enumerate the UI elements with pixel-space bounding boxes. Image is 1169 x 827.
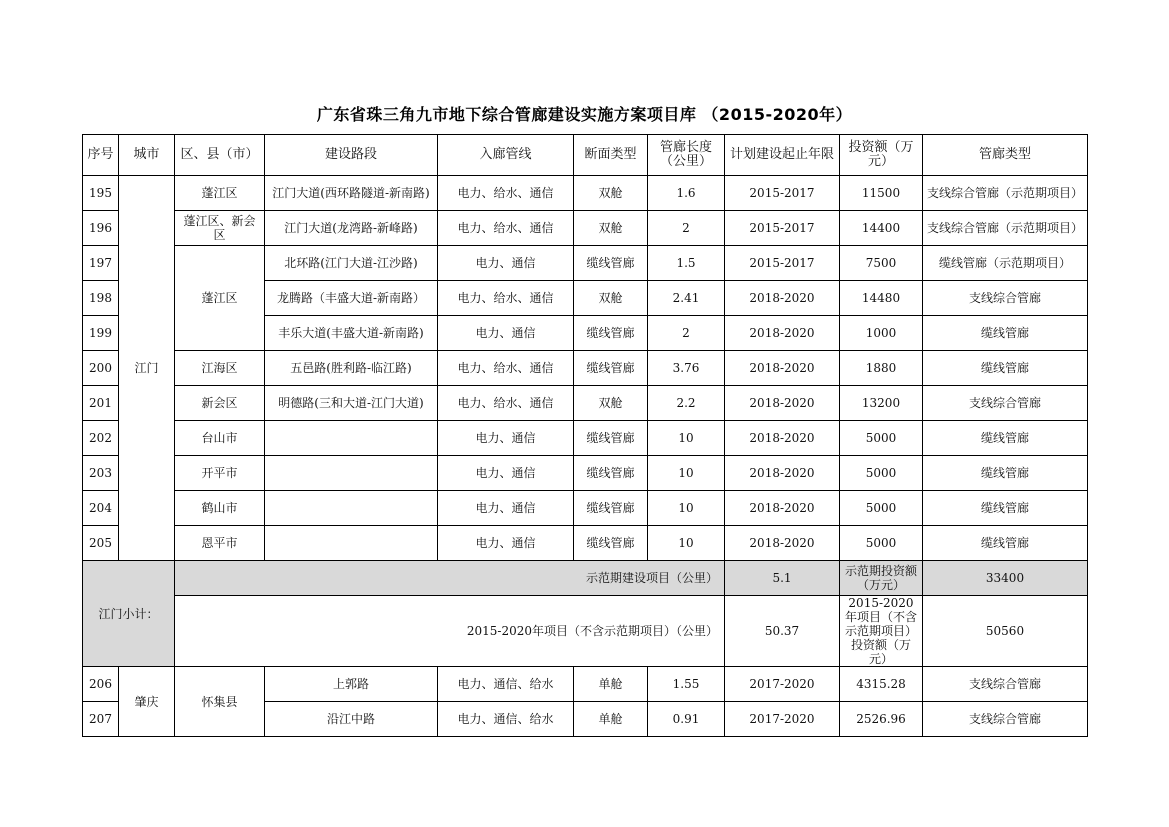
length-cell: 10 bbox=[648, 421, 725, 456]
type-cell: 支线综合管廊 bbox=[923, 667, 1088, 702]
table-row bbox=[83, 421, 1088, 456]
invest-cell: 7500 bbox=[840, 246, 923, 281]
years-cell: 2018-2020 bbox=[725, 491, 840, 526]
type-cell: 缆线管廊 bbox=[923, 526, 1088, 561]
district-cell: 恩平市 bbox=[175, 526, 265, 561]
invest-cell: 4315.28 bbox=[840, 667, 923, 702]
table-row bbox=[83, 667, 1088, 702]
district-cell: 蓬江区 bbox=[175, 176, 265, 211]
subtotal-all-length: 50.37 bbox=[725, 596, 840, 667]
years-cell: 2017-2020 bbox=[725, 667, 840, 702]
years-cell: 2015-2017 bbox=[725, 246, 840, 281]
road-cell: 北环路(江门大道-江沙路) bbox=[265, 246, 438, 281]
pipes-cell: 电力、给水、通信 bbox=[438, 211, 574, 246]
district-cell: 新会区 bbox=[175, 386, 265, 421]
type-cell: 支线综合管廊 bbox=[923, 281, 1088, 316]
road-cell: 上郭路 bbox=[265, 667, 438, 702]
district-cell: 蓬江区、新会区 bbox=[175, 211, 265, 246]
header-row bbox=[83, 135, 1088, 176]
type-cell: 缆线管廊 bbox=[923, 421, 1088, 456]
subtotal-row-demo bbox=[83, 561, 1088, 596]
row-no: 204 bbox=[83, 491, 119, 526]
road-cell: 龙腾路（丰盛大道-新南路） bbox=[265, 281, 438, 316]
years-cell: 2018-2020 bbox=[725, 351, 840, 386]
length-cell: 1.5 bbox=[648, 246, 725, 281]
road-cell: 江门大道(龙湾路-新峰路) bbox=[265, 211, 438, 246]
pipes-cell: 电力、通信 bbox=[438, 316, 574, 351]
road-cell: 沿江中路 bbox=[265, 702, 438, 737]
header-no: 序号 bbox=[83, 135, 119, 176]
subtotal-all-label: 2015-2020年项目（不含示范期项目）（公里） bbox=[175, 596, 725, 667]
header-pipes: 入廊管线 bbox=[438, 135, 574, 176]
years-cell: 2018-2020 bbox=[725, 456, 840, 491]
length-cell: 2 bbox=[648, 211, 725, 246]
row-no: 207 bbox=[83, 702, 119, 737]
district-cell: 开平市 bbox=[175, 456, 265, 491]
section-cell: 双舱 bbox=[574, 176, 648, 211]
project-table bbox=[82, 134, 1088, 737]
section-cell: 缆线管廊 bbox=[574, 316, 648, 351]
table-row bbox=[83, 246, 1088, 281]
section-cell: 缆线管廊 bbox=[574, 351, 648, 386]
header-road: 建设路段 bbox=[265, 135, 438, 176]
table-row bbox=[83, 526, 1088, 561]
district-cell: 台山市 bbox=[175, 421, 265, 456]
years-cell: 2018-2020 bbox=[725, 386, 840, 421]
invest-cell: 14480 bbox=[840, 281, 923, 316]
section-cell: 缆线管廊 bbox=[574, 246, 648, 281]
header-length: 管廊长度（公里） bbox=[648, 135, 725, 176]
length-cell: 3.76 bbox=[648, 351, 725, 386]
page-title: 广东省珠三角九市地下综合管廊建设实施方案项目库 （2015-2020年） bbox=[316, 105, 853, 124]
row-no: 197 bbox=[83, 246, 119, 281]
subtotal-demo-label: 示范期建设项目（公里） bbox=[175, 561, 725, 596]
row-no: 200 bbox=[83, 351, 119, 386]
table-row bbox=[83, 456, 1088, 491]
length-cell: 2.2 bbox=[648, 386, 725, 421]
type-cell: 缆线管廊（示范期项目） bbox=[923, 246, 1088, 281]
pipes-cell: 电力、通信、给水 bbox=[438, 702, 574, 737]
invest-cell: 1000 bbox=[840, 316, 923, 351]
pipes-cell: 电力、通信 bbox=[438, 491, 574, 526]
road-cell bbox=[265, 526, 438, 561]
district-cell: 怀集县 bbox=[175, 667, 265, 737]
invest-cell: 14400 bbox=[840, 211, 923, 246]
type-cell: 支线综合管廊 bbox=[923, 386, 1088, 421]
header-years: 计划建设起止年限 bbox=[725, 135, 840, 176]
row-no: 202 bbox=[83, 421, 119, 456]
length-cell: 10 bbox=[648, 526, 725, 561]
row-no: 201 bbox=[83, 386, 119, 421]
district-cell: 江海区 bbox=[175, 351, 265, 386]
row-no: 195 bbox=[83, 176, 119, 211]
length-cell: 10 bbox=[648, 456, 725, 491]
pipes-cell: 电力、给水、通信 bbox=[438, 386, 574, 421]
length-cell: 2.41 bbox=[648, 281, 725, 316]
subtotal-demo-invest: 33400 bbox=[923, 561, 1088, 596]
years-cell: 2015-2017 bbox=[725, 176, 840, 211]
years-cell: 2017-2020 bbox=[725, 702, 840, 737]
years-cell: 2018-2020 bbox=[725, 316, 840, 351]
row-no: 205 bbox=[83, 526, 119, 561]
subtotal-all-invest: 50560 bbox=[923, 596, 1088, 667]
header-invest: 投资额（万元） bbox=[840, 135, 923, 176]
invest-cell: 11500 bbox=[840, 176, 923, 211]
row-no: 196 bbox=[83, 211, 119, 246]
section-cell: 缆线管廊 bbox=[574, 526, 648, 561]
city-cell: 肇庆 bbox=[119, 667, 175, 737]
section-cell: 缆线管廊 bbox=[574, 456, 648, 491]
length-cell: 1.6 bbox=[648, 176, 725, 211]
subtotal-all-invest-label: 2015-2020年项目（不含示范期项目）投资额（万元） bbox=[840, 596, 923, 667]
section-cell: 单舱 bbox=[574, 702, 648, 737]
type-cell: 缆线管廊 bbox=[923, 491, 1088, 526]
type-cell: 支线综合管廊 bbox=[923, 702, 1088, 737]
pipes-cell: 电力、通信 bbox=[438, 421, 574, 456]
pipes-cell: 电力、通信 bbox=[438, 246, 574, 281]
road-cell bbox=[265, 421, 438, 456]
invest-cell: 2526.96 bbox=[840, 702, 923, 737]
row-no: 203 bbox=[83, 456, 119, 491]
section-cell: 双舱 bbox=[574, 386, 648, 421]
length-cell: 1.55 bbox=[648, 667, 725, 702]
header-district: 区、县（市） bbox=[175, 135, 265, 176]
section-cell: 双舱 bbox=[574, 281, 648, 316]
invest-cell: 13200 bbox=[840, 386, 923, 421]
district-cell: 蓬江区 bbox=[175, 246, 265, 351]
subtotal-label: 江门小计： bbox=[83, 561, 175, 667]
road-cell: 明德路(三和大道-江门大道) bbox=[265, 386, 438, 421]
type-cell: 支线综合管廊（示范期项目） bbox=[923, 176, 1088, 211]
row-no: 199 bbox=[83, 316, 119, 351]
header-section: 断面类型 bbox=[574, 135, 648, 176]
length-cell: 10 bbox=[648, 491, 725, 526]
length-cell: 0.91 bbox=[648, 702, 725, 737]
road-cell bbox=[265, 456, 438, 491]
district-cell: 鹤山市 bbox=[175, 491, 265, 526]
pipes-cell: 电力、给水、通信 bbox=[438, 281, 574, 316]
invest-cell: 5000 bbox=[840, 526, 923, 561]
type-cell: 缆线管廊 bbox=[923, 351, 1088, 386]
section-cell: 单舱 bbox=[574, 667, 648, 702]
header-type: 管廊类型 bbox=[923, 135, 1088, 176]
pipes-cell: 电力、通信、给水 bbox=[438, 667, 574, 702]
invest-cell: 5000 bbox=[840, 491, 923, 526]
table-row bbox=[83, 211, 1088, 246]
section-cell: 缆线管廊 bbox=[574, 491, 648, 526]
pipes-cell: 电力、给水、通信 bbox=[438, 351, 574, 386]
section-cell: 缆线管廊 bbox=[574, 421, 648, 456]
years-cell: 2018-2020 bbox=[725, 526, 840, 561]
type-cell: 缆线管廊 bbox=[923, 456, 1088, 491]
road-cell: 五邑路(胜利路-临江路) bbox=[265, 351, 438, 386]
invest-cell: 1880 bbox=[840, 351, 923, 386]
length-cell: 2 bbox=[648, 316, 725, 351]
pipes-cell: 电力、通信 bbox=[438, 526, 574, 561]
row-no: 206 bbox=[83, 667, 119, 702]
years-cell: 2018-2020 bbox=[725, 281, 840, 316]
type-cell: 缆线管廊 bbox=[923, 316, 1088, 351]
type-cell: 支线综合管廊（示范期项目） bbox=[923, 211, 1088, 246]
years-cell: 2018-2020 bbox=[725, 421, 840, 456]
table-row bbox=[83, 386, 1088, 421]
years-cell: 2015-2017 bbox=[725, 211, 840, 246]
pipes-cell: 电力、通信 bbox=[438, 456, 574, 491]
road-cell: 江门大道(西环路隧道-新南路) bbox=[265, 176, 438, 211]
road-cell bbox=[265, 491, 438, 526]
subtotal-row-all bbox=[83, 596, 1088, 667]
subtotal-demo-invest-label: 示范期投资额（万元） bbox=[840, 561, 923, 596]
invest-cell: 5000 bbox=[840, 421, 923, 456]
header-city: 城市 bbox=[119, 135, 175, 176]
row-no: 198 bbox=[83, 281, 119, 316]
pipes-cell: 电力、给水、通信 bbox=[438, 176, 574, 211]
subtotal-demo-length: 5.1 bbox=[725, 561, 840, 596]
city-cell: 江门 bbox=[119, 176, 175, 561]
invest-cell: 5000 bbox=[840, 456, 923, 491]
table-row bbox=[83, 491, 1088, 526]
table-row bbox=[83, 176, 1088, 211]
road-cell: 丰乐大道(丰盛大道-新南路) bbox=[265, 316, 438, 351]
section-cell: 双舱 bbox=[574, 211, 648, 246]
table-row bbox=[83, 351, 1088, 386]
